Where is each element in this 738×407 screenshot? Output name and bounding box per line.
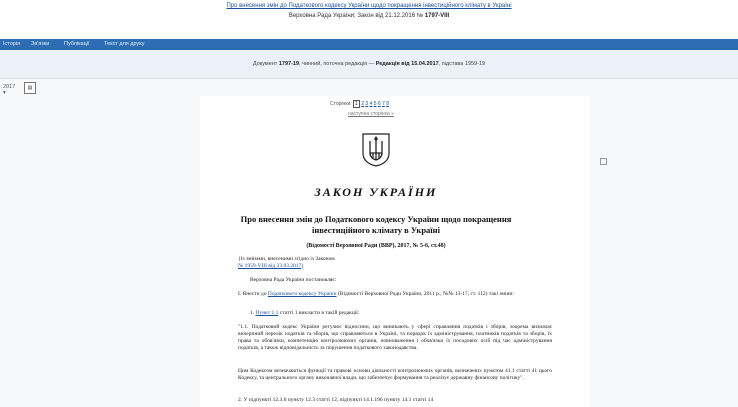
doc-number: 1797-VIII <box>424 13 450 19</box>
doc-title-link[interactable]: Про внесення змін до Податкового кодексу України щодо покращення інвестиційного клімату в Україні <box>226 3 512 9</box>
nav-publications[interactable]: Публікації <box>64 41 90 47</box>
info-prefix: Документ <box>252 61 278 67</box>
doc-issuer <box>0 13 738 19</box>
page-header <box>0 0 738 38</box>
paragraph-1 <box>238 291 552 298</box>
info-edition: Редакція від 15.04.2017 <box>375 61 439 67</box>
nav-bar <box>0 39 738 50</box>
page-link[interactable]: 7 <box>382 101 385 107</box>
page-current: 1 <box>355 101 358 107</box>
coat-of-arms-icon <box>361 133 391 167</box>
pagination <box>330 101 389 107</box>
nav-links[interactable]: Зв'язки <box>31 41 50 47</box>
tax-code-link[interactable]: Податкового кодексу України <box>267 291 337 297</box>
law-title: Про внесення змін до Податкового кодексу України щодо покращення інвестиційного клімату в Україні <box>240 214 512 235</box>
nav-print-text[interactable]: Текст для друку <box>104 41 145 47</box>
zoom-select[interactable]: 2017 ▾ <box>3 84 16 96</box>
quote-paragraph-2: Цим Кодексом визначаються функції та правові основи діяльності контролюючих органів, визначених пунктом 41.1 статті 41 цього Кодексу, та центрального органу виконавчої влади, що забезпечує формування та реалізує державну фінансову політику". <box>238 368 552 381</box>
vidomosti-line: (Відомості Верховної Ради (ВВР), 2017, № 5-6, ст.48) <box>306 243 446 249</box>
quote-paragraph-1: "1.1. Податковий кодекс України регулює відносини, що виникають у сфері справляння податків і зборів, зокрема визначає вичерпний перелік податків та зборів, що справляються в Україні, та порядок їх адміністрування, платників податків та зборів, їх права та обов'язки, компетенцію контролюючих органів, повноваження і обов'язки їх посадових осіб під час адміністрування податків, а також відповідальність за порушення податкового законодавства. <box>238 324 552 351</box>
info-suffix: , підстава 1959-19 <box>438 61 486 67</box>
resolves-line: Верховна Рада України постановляє: <box>250 277 337 283</box>
info-status: , чинний, поточна редакція — <box>299 61 375 67</box>
page-link[interactable]: 2 <box>361 101 364 107</box>
doc-status <box>0 61 738 67</box>
next-page-link[interactable]: наступна сторінка » <box>348 111 394 117</box>
item-link[interactable]: Пункт 1.1 <box>255 310 279 316</box>
paragraph-3: 2. У підпункті 12.3.6 пункту 12.3 статті 12, підпункті 14.1.196 пункту 14.1 статті 14 <box>238 397 434 403</box>
page-link[interactable]: 8 <box>386 101 390 107</box>
document-page <box>200 96 590 407</box>
nav-history[interactable]: Історія <box>3 41 21 47</box>
pdf-icon[interactable]: ▤ <box>24 82 36 94</box>
paragraph-2 <box>250 310 359 317</box>
pagination-label: Сторінки: <box>330 101 352 107</box>
page-link[interactable]: 3 <box>365 101 369 107</box>
amend-line: {Із змінами, внесеними згідно із Законом <box>238 256 335 262</box>
p1-suffix: (Відомості Верховної Ради України, 2011 р., №№ 13-17, ст. 112) такі зміни: <box>337 291 514 297</box>
page-link[interactable]: 6 <box>377 101 381 107</box>
info-doc: 1797-19 <box>278 61 300 67</box>
expand-icon[interactable] <box>600 158 607 165</box>
issuer-text: Верховна Рада України; Закон від 21.12.2016 № <box>288 13 424 19</box>
page-link[interactable]: 4 <box>369 101 373 107</box>
amend-law-link[interactable]: № 1959-VIII від 23.03.2017 <box>238 263 302 269</box>
p1-prefix: I. Внести до <box>238 291 267 297</box>
p2-suffix: статті 1 викласти в такій редакції: <box>279 310 360 316</box>
p2-prefix: 1. <box>250 310 255 316</box>
doc-info-band <box>0 50 738 79</box>
amend-close: } <box>301 263 304 269</box>
law-heading: ЗАКОН УКРАЇНИ <box>314 185 438 199</box>
amend-link-line <box>238 263 304 270</box>
page-link[interactable]: 5 <box>373 101 377 107</box>
